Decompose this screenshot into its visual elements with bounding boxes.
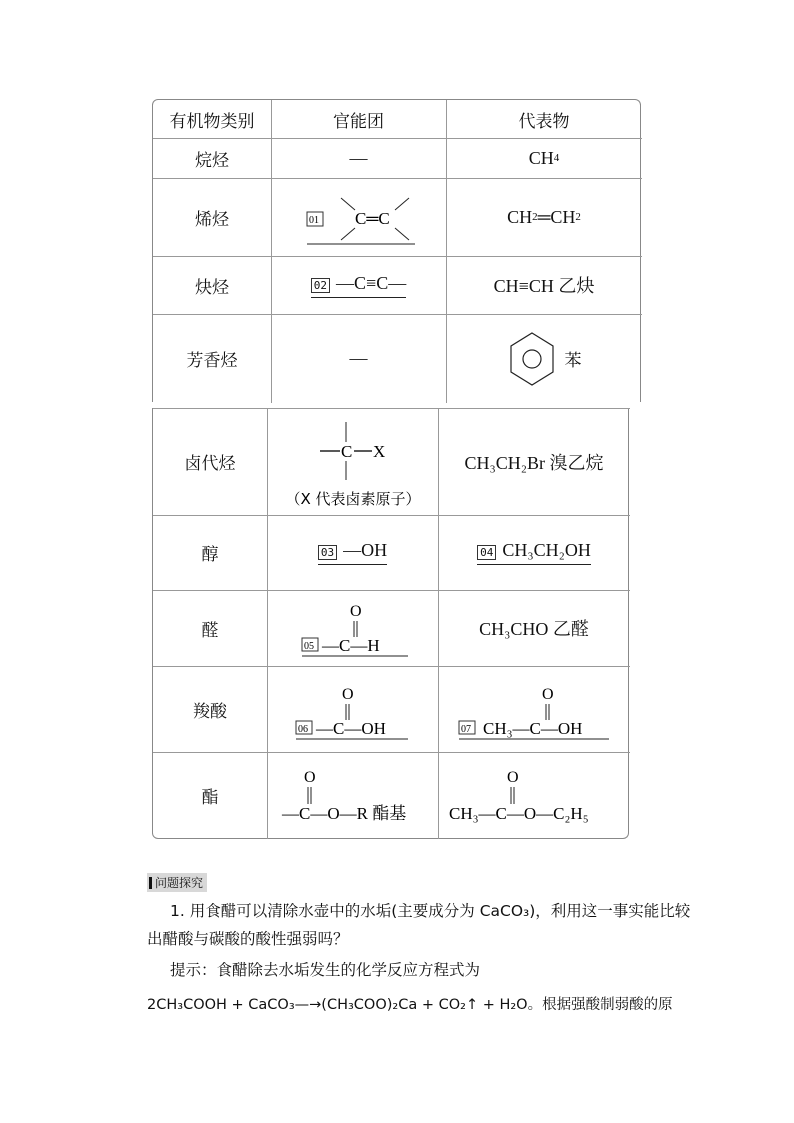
header-category: 有机物类别 [169, 111, 255, 132]
haloalkane-structure-svg [268, 412, 438, 512]
rep-aromatic [446, 314, 642, 403]
rep-carboxylic-acid [438, 666, 630, 752]
group-carboxylic-acid [267, 666, 438, 752]
halogen-note: （X 代表卤素原子） [284, 489, 421, 508]
alkene-group-text: C═C [354, 209, 390, 228]
svg-text:O: O [349, 603, 362, 620]
svg-text:CH₃—C—O—C₂H₅: CH₃—C—O—C₂H₅ [449, 803, 589, 823]
svg-text:—C—H: —C—H [321, 636, 380, 655]
category-alkane: 烷烃 [195, 150, 229, 171]
category-ester: 酯 [201, 788, 219, 808]
category-carboxylic-acid: 羧酸 [193, 701, 227, 722]
blank-number-05: 05 [303, 641, 314, 652]
section-marker-icon [149, 877, 152, 889]
category-haloalkane: 卤代烃 [184, 454, 236, 474]
category-alkyne: 炔烃 [195, 277, 229, 298]
blank-number-07: 07 [461, 724, 471, 735]
category-alcohol: 醇 [201, 545, 219, 565]
ethyl-acetate-structure-svg [439, 756, 629, 836]
rep-haloalkane: CH₃CH₂Br 溴乙烷 [464, 452, 604, 473]
group-aldehyde [267, 590, 438, 666]
rep-alcohol: 04 CH₃CH₂OH [438, 515, 630, 590]
group-aromatic: — [349, 348, 368, 368]
svg-text:X: X [372, 441, 385, 461]
svg-text:—C—OH: —C—OH [315, 719, 386, 738]
category-aldehyde: 醛 [201, 620, 219, 641]
blank-number-01: 01 [308, 215, 319, 226]
group-alkyne: 02 —C≡C— [271, 256, 446, 314]
svg-text:O: O [303, 768, 316, 786]
rep-aldehyde: CH₃CHO 乙醛 [479, 619, 589, 639]
functional-group-table-part2 [152, 408, 629, 839]
rep-alkene: CH 2 ═CH 2 [507, 206, 581, 227]
aldehyde-structure-svg [268, 592, 438, 664]
svg-text:O: O [542, 686, 554, 703]
group-haloalkane [267, 408, 438, 515]
blank-number-03: 03 [318, 545, 337, 560]
category-aromatic: 芳香烃 [186, 351, 238, 371]
blank-number-04: 04 [477, 545, 496, 560]
section-label-question-explore: 问题探究 [147, 873, 207, 892]
rep-alkyne: CH≡CH 乙炔 [493, 276, 595, 296]
svg-text:C: C [340, 441, 352, 461]
question-line-2: 出醋酸与碳酸的酸性强弱吗？ [147, 930, 349, 948]
ester-group-structure-svg [268, 756, 438, 836]
alkene-structure-svg [279, 182, 439, 252]
svg-text:—C—O—R 酯基: —C—O—R 酯基 [281, 803, 406, 823]
group-alkene [271, 178, 446, 256]
group-ester [267, 752, 438, 839]
carboxyl-structure-svg [268, 669, 438, 749]
benzene-name: 苯 [564, 351, 582, 371]
rep-ester [438, 752, 630, 839]
equation-line: 2CH₃COOH + CaCO₃—→(CH₃COO)₂Ca + CO₂↑ + H₂O。根据强酸制弱酸的原 [147, 997, 673, 1013]
header-representative: 代表物 [518, 111, 570, 132]
benzene-ring-icon [507, 329, 557, 389]
category-alkene: 烯烃 [195, 209, 229, 230]
svg-text:CH₃—C—OH: CH₃—C—OH [483, 719, 583, 738]
group-alkane: — [349, 147, 368, 168]
svg-text:O: O [507, 768, 519, 786]
rep-alkane: CH 4 [528, 147, 560, 168]
svg-text:O: O [341, 686, 354, 703]
blank-number-06: 06 [297, 724, 308, 735]
header-functional-group: 官能团 [333, 111, 384, 132]
question-line-1: 1. 用食醋可以清除水壶中的水垢(主要成分为 CaCO₃)，利用这一事实能比较 [170, 902, 691, 920]
group-alcohol: 03 —OH [267, 515, 438, 590]
hint-line: 提示：食醋除去水垢发生的化学反应方程式为 [170, 961, 481, 979]
blank-number-02: 02 [311, 278, 330, 293]
functional-group-table-part1 [152, 99, 641, 402]
acetic-acid-structure-svg [439, 669, 629, 749]
